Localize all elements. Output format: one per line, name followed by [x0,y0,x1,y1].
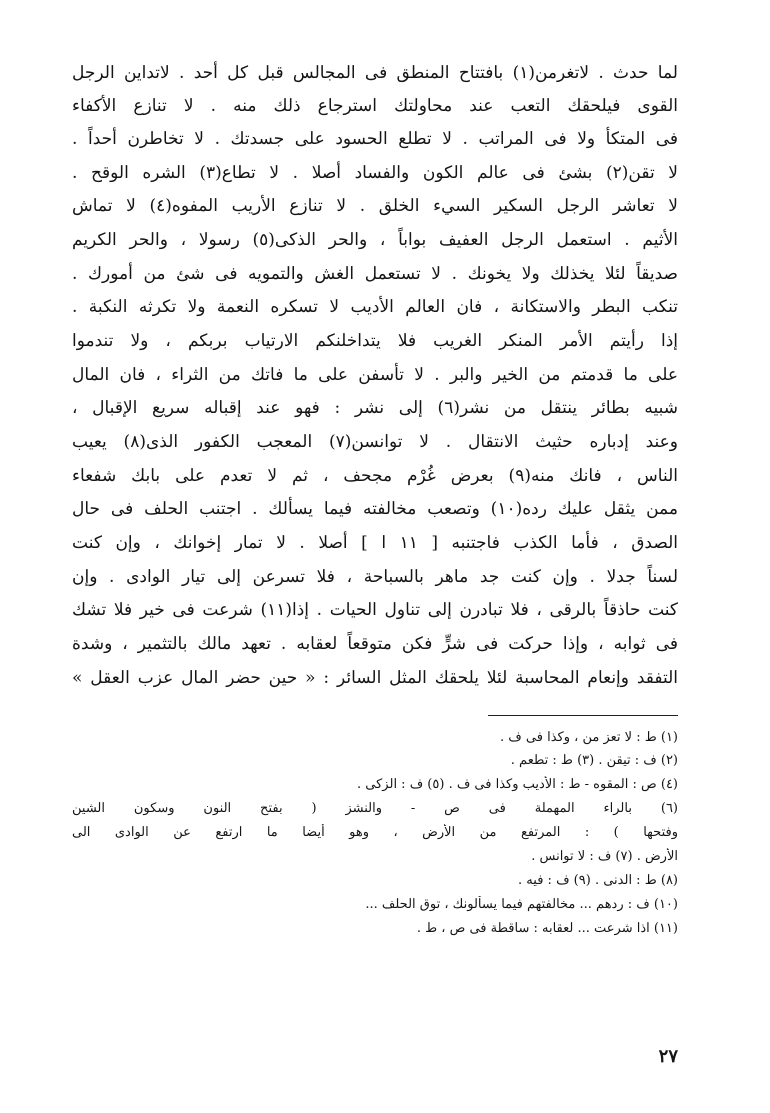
footnote-divider [488,715,678,716]
text-line: على ما قدمتم من الخير والبر . لا تأسفن على ما فاتك من الثراء ، فان المال [72,365,678,385]
text-line: التفقد وإنعام المحاسبة لئلا يلحقك المثل السائر : « حين حضر المال عزب العقل » [72,668,678,688]
footnote-line: (١١) اذا شرعت ... لعقابه : ساقطة فى ص ، ط . [416,921,678,936]
footnote-line: وفتحها ) : المرتفع من الأرض ، وهو أيضا ما ارتفع عن الوادى الى [72,825,678,840]
footnote-line: (٨) ط : الدنى . (٩) ف : فيه . [518,873,678,888]
text-line: لا تقن(٢) بشئ فى عالم الكون والفساد أصلا . لا تطاع(٣) الشره الوقح . [72,163,678,183]
text-line: إذا رأيتم الأمر المنكر الغريب فلا يتداخلنكم الارتياب بربكم ، ولا تندموا [72,331,678,351]
text-line: صديقاً لئلا يخذلك ولا يخونك . لا تستعمل الغش والتمويه فى شئ من أمورك . [72,264,678,284]
page-number: ٢٧ [658,1046,678,1067]
text-line: ممن يثقل عليك رده(١٠) وتصعب مخالفته فيما يسألك . اجتنب الحلف فى حال [72,499,678,519]
text-line: الأثيم . استعمل الرجل العفيف بواباً ، والحر الذكى(٥) رسولا ، والحر الكريم [72,230,678,250]
text-line: الناس ، فانك منه(٩) بعرض غُرْم مجحف ، ثم لا تعدم على بابك شفعاء [72,466,678,486]
text-line: لما حدث . لاتغرمن(١) بافتتاح المنطق فى المجالس قبل كل أحد . لاتداين الرجل [72,63,678,83]
footnote-line: (١٠) ف : ردهم ... مخالفتهم فيما يسألونك ، توق الحلف ... [365,897,678,912]
text-line: لسناً جدلا . وإن كنت جد ماهر بالسباحة ، فلا تسرعن إلى تيار الوادى . وإن [72,567,678,587]
text-line: الصدق ، فأما الكذب فاجتنبه [ ١١ ا ] أصلا . لا تمار إخوانك ، وإن كنت [72,533,678,553]
text-line: كنت حاذقاً بالرقى ، فلا تبادرن إلى تناول الحيات . إذا(١١) شرعت فى خير فلا تشك [72,600,678,620]
text-line: لا تعاشر الرجل السكير السيء الخلق . لا تنازع الأريب المفوه(٤) لا تماش [72,196,678,216]
footnote-line: الأرض . (٧) ف : لا توانس . [531,849,678,864]
text-line: فى ثوابه ، وإذا حركت فى شرٍّ فكن متوقعاً لعقابه . تعهد مالك بالتثمير ، وشدة [72,634,678,654]
text-line: القوى فيلحقك التعب عند محاولتك استرجاع ذلك منه . لا تنازع الأكفاء [72,96,678,116]
text-line: تنكب البطر والاستكانة ، فان العالم الأديب لا تسكره النعمة ولا تكرثه النكبة . [72,297,678,317]
footnote-line: (٤) ص : المقوه - ط : الأديب وكذا فى ف . (٥) ف : الزكى . [357,777,678,792]
text-line: وعند إدباره حثيث الانتقال . لا توانسن(٧) المعجب الكفور الذى(٨) يعيب [72,432,678,452]
footnote-line: (٦) بالراء المهملة فى ص - والنشز ( بفتح النون وسكون الشين [72,801,678,816]
text-line: فى المتكأ ولا فى المراتب . لا تطلع الحسود على جسدتك . لا تخاطرن أحداً . [72,129,678,149]
footnote-line: (٢) ف : تيقن . (٣) ط : تطعم . [510,753,678,768]
footnote-line: (١) ط : لا تعز من ، وكذا فى ف . [500,730,678,745]
text-line: شبيه بطائر ينتقل من نشر(٦) إلى نشر : فهو عند إقباله سريع الإقبال ، [72,398,678,418]
